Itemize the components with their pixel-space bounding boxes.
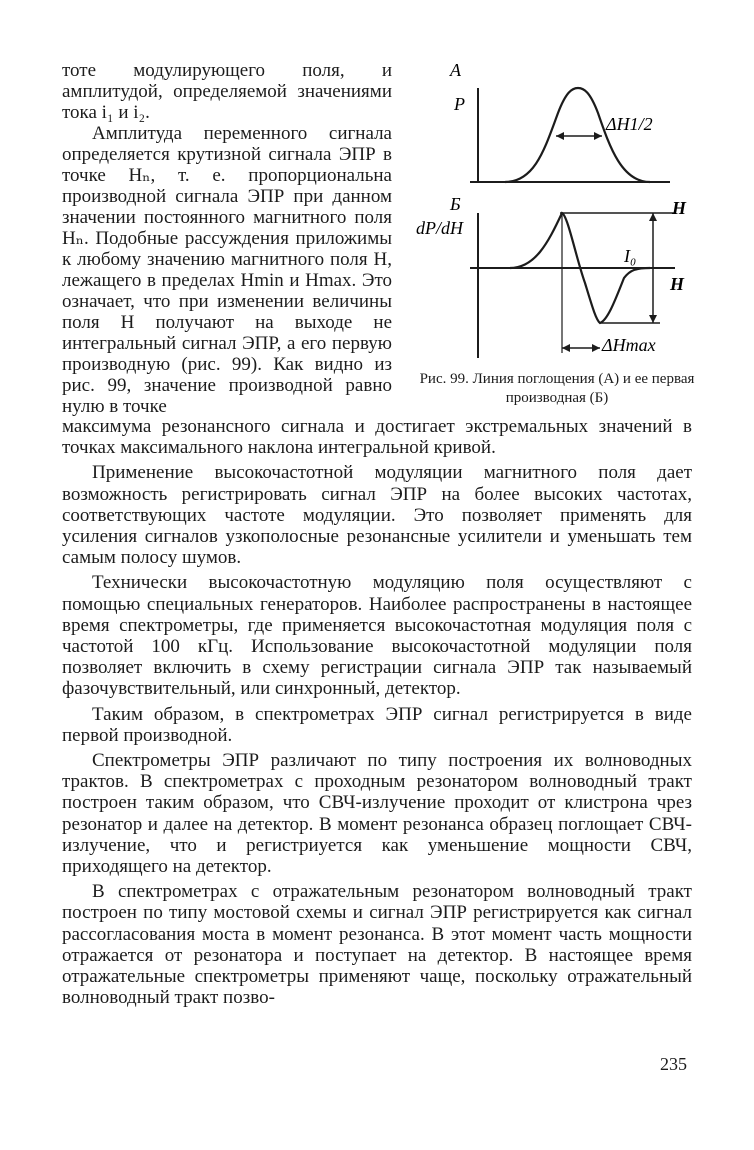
label-dh-max: ΔHmax [602,335,656,355]
absorption-curve [505,88,650,182]
label-p: P [454,94,465,114]
arrow-head [594,132,602,140]
body-text [62,416,692,1012]
arrow-head [649,315,657,323]
paragraph: Технически высокочастотную модуляцию поля осуществляют с помощью специальных генераторов. Наиболее распространены в настоящее время спектрометры, где применяется высокочастотная модуляция поля с частотой 100 кГц. Использование высокочастотной модуляции поля позволяет включить в схему регистрации сигнала ЭПР так называемый фазочувствительный, или синхронный, детектор. [62,572,692,700]
label-i0: I₀ [624,246,637,266]
label-b: Б [450,194,461,214]
arrow-head [649,213,657,221]
label-a: А [450,60,461,80]
arrow-head [556,132,564,140]
arrow-head [562,344,570,352]
paragraph: Спектрометры ЭПР различают по типу построения их волноводных трактов. В спектрометрах с проходным резонатором волноводный тракт построен таким образом, что СВЧ-излучение проходит от клистрона чрез резонатор и далее на детектор. В момент резонанса образец поглощает СВЧ-излучение, что и регистриуется как уменьшение мощности СВЧ, приходящего на детектор. [62,750,692,878]
paragraph: тоте модулирующего поля, и амплитудой, определяемой значениями тока i₁ и i₂. [62,60,392,123]
label-dpdh: dP/dH [416,218,463,238]
paragraph: Таким образом, в спектрометрах ЭПР сигнал регистрируется в виде первой производной. [62,703,692,746]
figure-99 [410,58,700,388]
paragraph: Применение высокочастотной модуляции магнитного поля дает возможность регистрировать сигнал ЭПР на более высоких частотах, соответствующих частоте модуляции. Это позволяет применять для усиления сигналов узкополосные резонансные усилители и уменьшать тем самым полосу шумов. [62,462,692,569]
arrow-head [592,344,600,352]
page-number: 235 [660,1054,687,1074]
paragraph: В спектрометрах с отражательным резонатором волноводный тракт построен по типу мостовой схемы и сигнал ЭПР регистрируется как сигнал рассогласования моста в момент резонанса. В этот момент часть мощности отражается от резонатора и поступает на детектор. В настоящее время отражательные спектрометры применяют чаще, поскольку отражательный волноводный тракт позво- [62,881,692,1009]
label-h-axis: H [670,274,685,294]
figure-caption: Рис. 99. Линия поглощения (А) и ее первая производная (Б) [419,371,695,406]
label-dh-half: ΔH1/2 [606,114,653,134]
label-h-top: H [672,198,687,218]
paragraph: Амплитуда переменного сигнала определяется крутизной сигнала ЭПР в точке Hₙ, т. е. пропорциональна производной сигнала ЭПР при данном значении постоянного магнитного поля Hₙ. Подобные рассуждения приложимы к любому значению магнитного поля H, лежащего в пределах Hmin и Hmax. Это означает, что при изменении величины поля H получают на выходе не интегральный сигнал ЭПР, а его первую производную (рис. 99). Как видно из рис. 99, значение производной равно нулю в точке [62,123,392,417]
left-column-text [62,60,392,417]
figure-svg [410,58,700,368]
paragraph: максимума резонансного сигнала и достигает экстремальных значений в точках максимального наклона интегральной кривой. [62,416,692,459]
